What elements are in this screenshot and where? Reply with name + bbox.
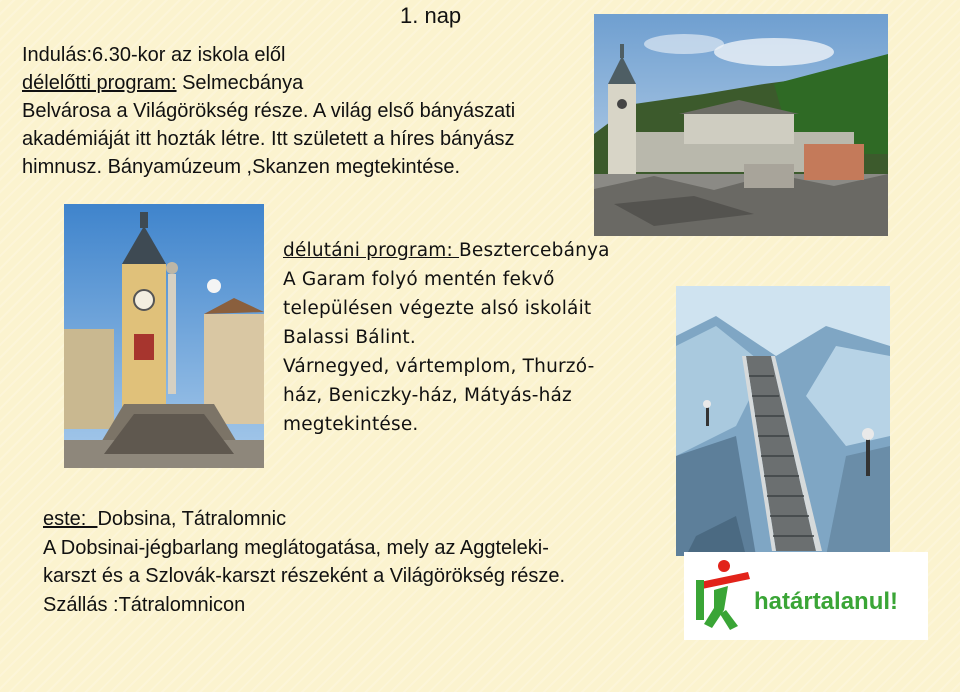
- evening-line-2: karszt és a Szlovák-karszt részeként a Világörökség része.: [43, 565, 566, 587]
- afternoon-heading: [283, 236, 610, 265]
- evening-place: Dobsina, Tátralomnic: [97, 508, 287, 530]
- afternoon-line-2: településen végezte alsó iskoláit: [283, 298, 592, 319]
- morning-heading: [22, 70, 303, 97]
- afternoon-line-3: Balassi Bálint.: [283, 327, 416, 348]
- evening-label: este:: [43, 508, 98, 530]
- afternoon-line-5: ház, Beniczky-ház, Mátyás-ház: [283, 385, 572, 406]
- ice-cave-photo: [676, 286, 890, 556]
- afternoon-line-1: A Garam folyó mentén fekvő: [283, 269, 555, 290]
- afternoon-line-6: megtekintése.: [283, 414, 419, 435]
- evening-heading: [43, 506, 286, 533]
- afternoon-line-4: Várnegyed, vártemplom, Thurzó-: [283, 356, 595, 377]
- logo-text: határtalanul!: [754, 588, 899, 615]
- morning-place: Selmecbánya: [176, 72, 304, 94]
- selmecbanya-photo: [594, 14, 888, 236]
- morning-line-1: Belvárosa a Világörökség része. A világ első bányászati: [22, 100, 516, 122]
- morning-label: délelőtti program:: [22, 72, 177, 94]
- besztercebanya-photo: [64, 204, 264, 468]
- morning-line-2: akadémiáját itt hozták létre. Itt született a híres bányász: [22, 128, 515, 150]
- hatartalanul-logo: [684, 552, 928, 640]
- afternoon-label: délutáni program:: [283, 240, 460, 261]
- morning-line-3: himnusz. Bányamúzeum ,Skanzen megtekintése.: [22, 156, 460, 178]
- departure-text: Indulás:6.30-kor az iskola elől: [22, 44, 286, 66]
- afternoon-place: Besztercebánya: [459, 240, 610, 261]
- slide-title: 1. nap: [400, 3, 462, 28]
- evening-line-3: Szállás :Tátralomnicon: [43, 594, 246, 616]
- evening-line-1: A Dobsinai-jégbarlang meglátogatása, mely az Aggteleki-: [43, 537, 549, 559]
